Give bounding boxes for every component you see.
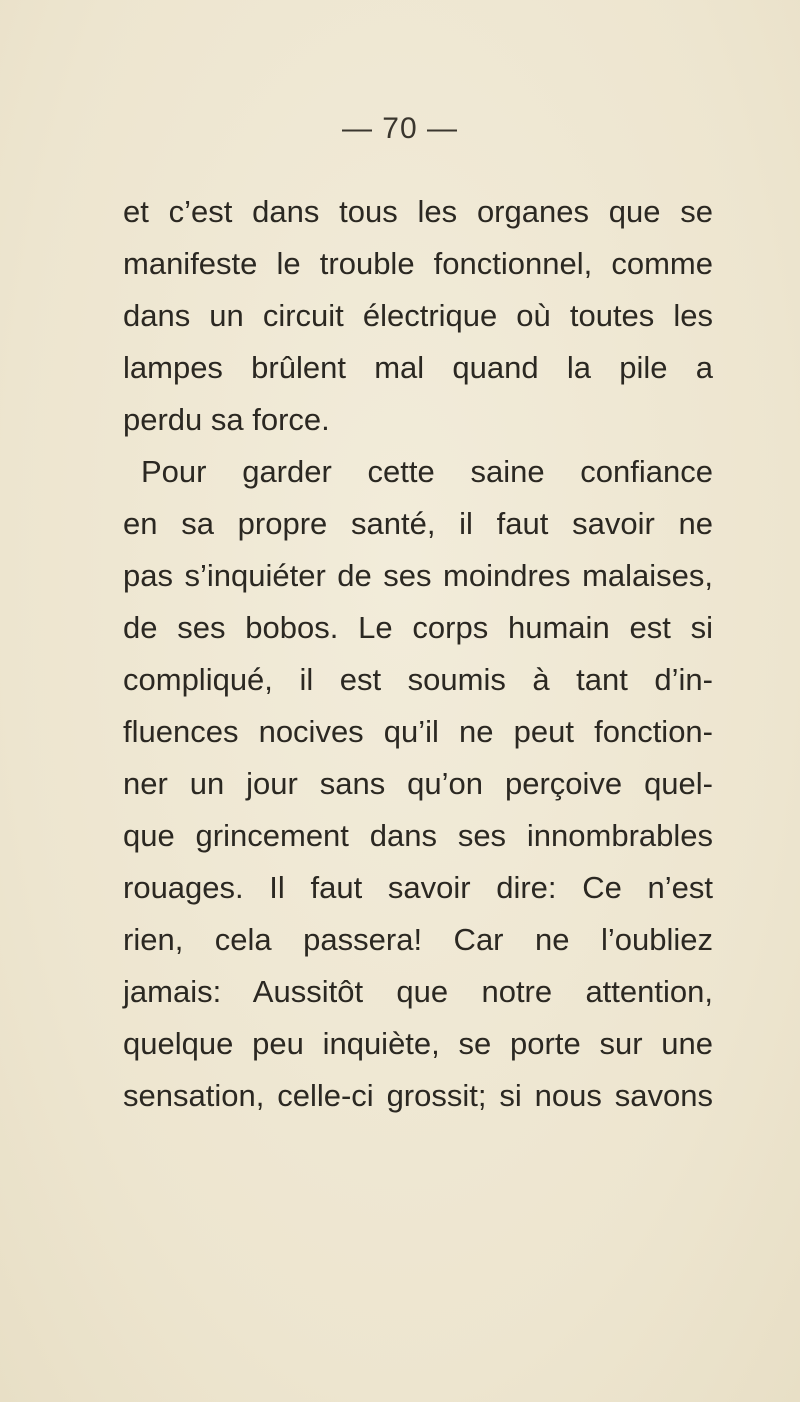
text-line: compliqué, il est soumis à tant d’in-	[123, 662, 713, 697]
text-line: fluences nocives qu’il ne peut fonction-	[123, 714, 713, 749]
text-line: que grincement dans ses innombrables	[123, 818, 713, 853]
text-line: et c’est dans tous les organes que se	[123, 194, 713, 229]
text-line: jamais: Aussitôt que notre attention,	[123, 974, 713, 1009]
text-line: en sa propre santé, il faut savoir ne	[123, 506, 713, 541]
page-number: — 70 —	[341, 112, 459, 145]
text-line: perdu sa force.	[123, 402, 330, 437]
text-line: pas s’inquiéter de ses moindres malaises,	[123, 558, 713, 593]
text-line: ner un jour sans qu’on perçoive quel-	[123, 766, 713, 801]
text-line: de ses bobos. Le corps humain est si	[123, 610, 713, 645]
body-text	[123, 186, 713, 1122]
text-line: Pour garder cette saine confiance	[141, 454, 713, 489]
text-line: dans un circuit électrique où toutes les	[123, 298, 713, 333]
text-line: lampes brûlent mal quand la pile a	[123, 350, 713, 385]
text-line: rien, cela passera! Car ne l’oubliez	[123, 922, 713, 957]
text-line: sensation, celle-ci grossit; si nous savons	[123, 1078, 713, 1113]
text-line: quelque peu inquiète, se porte sur une	[123, 1026, 713, 1061]
text-line: manifeste le trouble fonctionnel, comme	[123, 246, 713, 281]
text-line: rouages. Il faut savoir dire: Ce n’est	[123, 870, 713, 905]
